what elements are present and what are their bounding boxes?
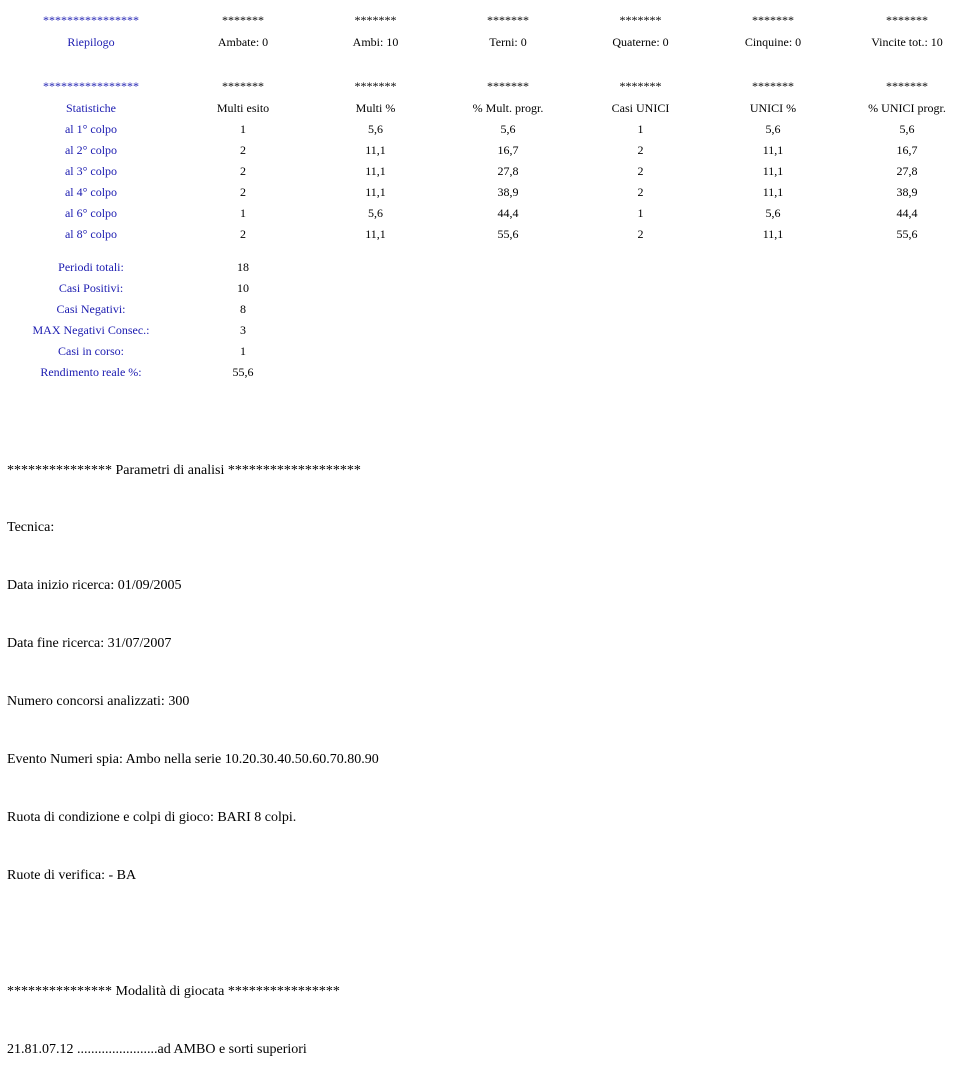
stats-row [0,182,962,203]
params-spacer [7,924,379,943]
stats-cell: 38,9 [896,185,918,199]
stats-row-label: al 6° colpo [64,206,118,220]
stats-cell: 2 [240,164,246,178]
mode-line: 21.81.07.12 .......................ad AMBO e sorti superiori [7,1041,307,1057]
stats-cell: 2 [240,185,246,199]
summary-value: Cinquine: 0 [744,35,802,49]
summary-stars: ******* [487,13,529,27]
summary-stars-row [0,10,962,31]
stats-cell: 11,1 [365,185,386,199]
stats-row-label: al 1° colpo [64,122,118,136]
summary-row [0,32,962,53]
stats-cell: 2 [240,227,246,241]
totals-label: Casi Positivi: [58,281,124,295]
stats-header: % UNICI progr. [868,101,946,115]
totals-value: 3 [240,323,246,337]
params-line: Ruote di verifica: - BA [7,867,137,883]
summary-stars: ******* [886,13,928,27]
stats-header: UNICI % [749,101,797,115]
stats-header: Multi esito [216,101,270,115]
stats-cell: 55,6 [497,227,519,241]
params-line: Numero concorsi analizzati: 300 [7,694,190,710]
params-line: Evento Numeri spia: Ambo nella serie 10.20.30.40.50.60.70.80.90 [7,752,379,768]
summary-label: Riepilogo [67,35,115,49]
stats-stars-label: **************** [43,79,139,93]
totals-value: 10 [237,281,249,295]
summary-value: Quaterne: 0 [612,35,669,49]
params-line: Data inizio ricerca: 01/09/2005 [7,578,182,594]
stats-row-label: al 8° colpo [64,227,118,241]
stats-cell: 1 [637,122,644,136]
summary-stars: ******* [619,13,662,27]
stats-cell: 1 [240,122,246,136]
stats-row [0,161,962,182]
stats-cell: 11,1 [365,143,386,157]
stats-cell: 16,7 [497,143,519,157]
stats-cell: 2 [637,164,644,178]
totals-label: Rendimento reale %: [40,365,142,379]
stats-cell: 11,1 [365,227,386,241]
stats-cell: 5,6 [765,206,781,220]
totals-label: Casi in corso: [58,344,124,358]
stats-cell: 2 [637,227,644,241]
summary-value: Ambi: 10 [352,35,399,49]
totals-label: Casi Negativi: [56,302,126,316]
stats-row [0,140,962,161]
totals-value: 55,6 [232,365,254,379]
stats-stars-row [0,76,962,97]
analysis-parameters [7,422,379,1078]
params-line: Data fine ricerca: 31/07/2007 [7,636,172,652]
stats-header: Casi UNICI [611,101,670,115]
stats-cell: 5,6 [899,122,915,136]
stats-stars: ******* [619,79,662,93]
stats-row-label: al 3° colpo [64,164,118,178]
summary-value: Vincite tot.: 10 [871,35,943,49]
stats-row [0,203,962,224]
stats-cell: 5,6 [368,122,383,136]
params-line: Ruota di condizione e colpi di gioco: BARI 8 colpi. [7,809,297,825]
stats-cell: 2 [637,143,644,157]
totals-row [0,341,962,362]
stats-cell: 27,8 [497,164,519,178]
summary-value: Ambate: 0 [217,35,269,49]
totals-value: 1 [240,344,246,358]
params-header: *************** Parametri di analisi ******************* [7,462,361,478]
stats-header-row [0,98,962,119]
stats-cell: 11,1 [762,185,784,199]
stats-header: Statistiche [66,101,116,115]
stats-stars: ******* [354,79,397,93]
totals-value: 8 [240,302,246,316]
totals-label: MAX Negativi Consec.: [32,323,150,337]
summary-stars: ******* [222,13,264,27]
stats-row [0,119,962,140]
stats-cell: 2 [637,185,644,199]
stats-cell: 11,1 [762,164,784,178]
stats-cell: 11,1 [762,227,784,241]
summary-stars-label: **************** [43,13,139,27]
summary-stars: ******* [752,13,794,27]
totals-row [0,299,962,320]
totals-value: 18 [237,260,249,274]
stats-cell: 11,1 [365,164,386,178]
stats-cell: 1 [637,206,644,220]
stats-cell: 5,6 [500,122,516,136]
summary-stars: ******* [354,13,397,27]
stats-row [0,224,962,245]
stats-row-label: al 2° colpo [64,143,118,157]
stats-stars: ******* [222,79,264,93]
stats-cell: 11,1 [762,143,784,157]
totals-row [0,278,962,299]
stats-cell: 38,9 [497,185,519,199]
stats-stars: ******* [886,79,928,93]
stats-cell: 16,7 [896,143,918,157]
stats-cell: 44,4 [896,206,918,220]
stats-cell: 27,8 [896,164,918,178]
stats-cell: 55,6 [896,227,918,241]
stats-row-label: al 4° colpo [64,185,118,199]
stats-cell: 1 [240,206,246,220]
summary-value: Terni: 0 [489,35,527,49]
stats-stars: ******* [487,79,529,93]
mode-header: *************** Modalità di giocata **************** [7,983,340,999]
stats-cell: 5,6 [368,206,383,220]
totals-row [0,257,962,278]
stats-cell: 5,6 [765,122,781,136]
stats-header: Multi % [355,101,396,115]
params-line: Tecnica: [7,520,55,536]
totals-row [0,362,962,383]
stats-cell: 2 [240,143,246,157]
totals-label: Periodi totali: [58,260,124,274]
totals-row [0,320,962,341]
stats-header: % Mult. progr. [472,101,544,115]
stats-stars: ******* [752,79,794,93]
stats-cell: 44,4 [497,206,519,220]
